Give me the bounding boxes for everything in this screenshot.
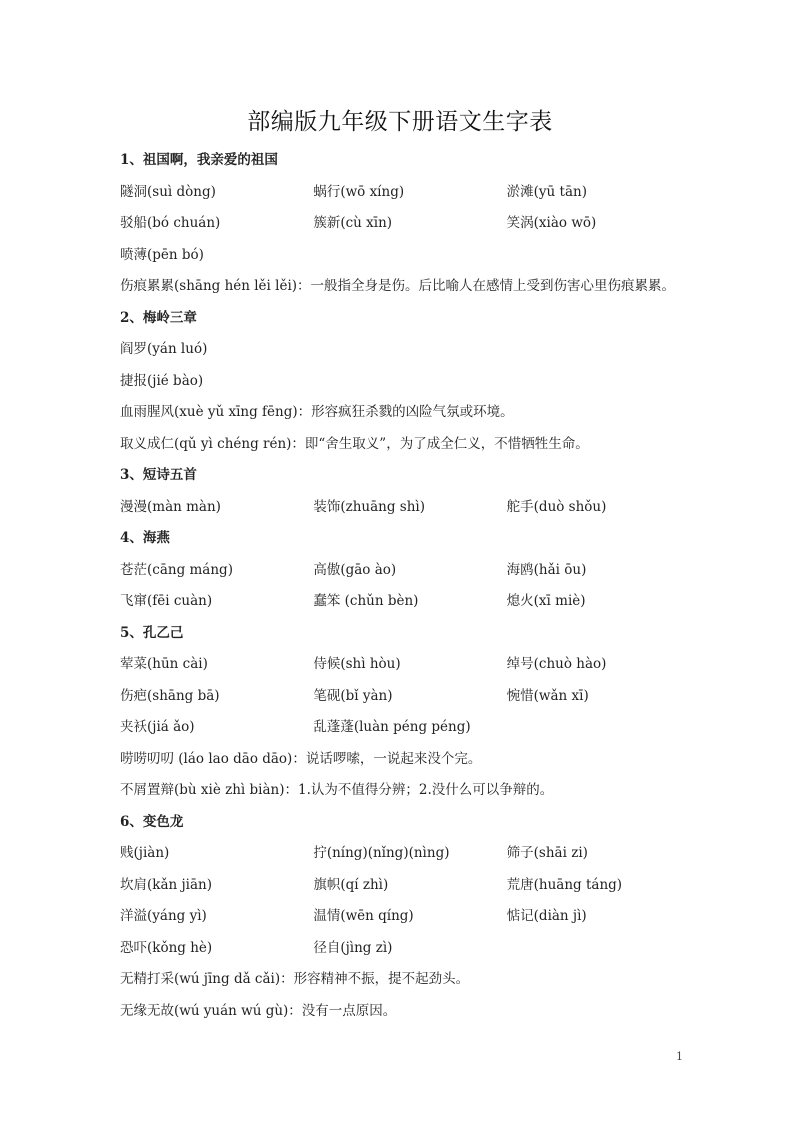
word-entry: 径自(jìng zì) xyxy=(313,939,393,956)
section-heading: 4、海燕 xyxy=(120,530,170,546)
word-entry: 乱蓬蓬(luàn péng péng) xyxy=(313,719,471,735)
word-row xyxy=(120,586,700,618)
word-entry xyxy=(313,366,506,398)
word-entry: 海鸥(hǎi ōu) xyxy=(506,561,587,578)
section-heading: 3、短诗五首 xyxy=(120,467,197,483)
idiom-definition: 取义成仁(qǔ yì chéng rén)：即“舍生取义”，为了成全仁义，不惜牺牲生命。 xyxy=(120,435,589,452)
word-entry: 侍候(shì hòu) xyxy=(313,656,401,672)
idiom-definition: 无缘无故(wú yuán wú gù)：没有一点原因。 xyxy=(120,1002,397,1019)
word-entry: 簇新(cù xīn) xyxy=(313,215,393,231)
word-entry: 隧洞(suì dòng) xyxy=(120,183,216,200)
word-entry: 恐吓(kǒng hè) xyxy=(120,939,213,956)
idiom-definition: 伤痕累累(shāng hén lěi lěi)：一般指全身是伤。后比喻人在感情上受到伤害心里伤痕累累。 xyxy=(120,278,676,294)
word-entry: 筛子(shāi zi) xyxy=(506,845,588,861)
word-entry: 拧(níng)(nǐng)(nìng) xyxy=(313,845,450,861)
word-entry: 洋溢(yáng yì) xyxy=(120,908,207,924)
word-entry: 贱(jiàn) xyxy=(120,845,170,861)
word-entry: 旗帜(qí zhì) xyxy=(313,876,389,893)
word-entry: 笑涡(xiào wō) xyxy=(506,215,597,231)
word-entry: 荒唐(huāng táng) xyxy=(506,876,623,893)
idiom-definition: 不屑置辩(bù xiè zhì biàn)：1.认为不值得分辨；2.没什么可以争辩的。 xyxy=(120,782,554,798)
word-entry: 绰号(chuò hào) xyxy=(506,656,607,672)
word-entry: 淤滩(yū tān) xyxy=(506,183,587,200)
word-entry: 喷薄(pēn bó) xyxy=(120,246,204,263)
word-entry: 熄火(xī miè) xyxy=(506,593,586,609)
word-entry xyxy=(507,933,700,965)
section-heading: 5、孔乙己 xyxy=(120,624,184,641)
word-entry: 阎罗(yán luó) xyxy=(120,341,208,357)
word-entry: 飞窜(fēi cuàn) xyxy=(120,593,213,609)
section-heading: 2、梅岭三章 xyxy=(120,309,197,326)
word-row xyxy=(120,334,700,366)
word-entry: 苍茫(cāng máng) xyxy=(120,561,233,578)
section-heading: 6、变色龙 xyxy=(120,813,184,830)
word-row xyxy=(120,870,700,902)
word-entry: 笔砚(bǐ yàn) xyxy=(313,687,393,704)
word-row xyxy=(120,649,700,681)
word-row xyxy=(120,838,700,870)
word-entry xyxy=(507,712,700,744)
word-entry: 装饰(zhuāng shì) xyxy=(313,498,425,515)
word-entry: 驳船(bó chuán) xyxy=(120,215,221,231)
vocabulary-list xyxy=(120,145,700,1027)
section-heading: 1、祖国啊，我亲爱的祖国 xyxy=(120,152,278,168)
word-entry: 坎肩(kǎn jiān) xyxy=(120,876,212,893)
word-row xyxy=(120,933,700,965)
word-entry: 伤疤(shāng bā) xyxy=(120,687,220,704)
word-row xyxy=(120,712,700,744)
word-entry: 温情(wēn qíng) xyxy=(313,908,414,924)
word-row xyxy=(120,366,700,398)
word-row xyxy=(120,555,700,587)
word-row xyxy=(120,492,700,524)
idiom-definition: 唠唠叨叨 (láo lao dāo dāo)：说话啰嗦，一说起来没个完。 xyxy=(120,750,482,767)
word-row xyxy=(120,681,700,713)
word-entry: 舵手(duò shǒu) xyxy=(506,498,607,515)
word-entry: 蠢笨 (chǔn bèn) xyxy=(313,593,419,609)
word-entry: 惋惜(wǎn xī) xyxy=(506,687,589,704)
word-entry: 漫漫(màn màn) xyxy=(120,498,221,515)
idiom-definition: 无精打采(wú jīng dǎ cǎi)：形容精神不振，提不起劲头。 xyxy=(120,971,470,987)
word-entry: 捷报(jié bào) xyxy=(120,372,204,389)
word-row xyxy=(120,240,700,272)
page-number: 1 xyxy=(676,1050,683,1063)
word-entry xyxy=(313,334,506,366)
word-entry: 荤菜(hūn cài) xyxy=(120,656,208,672)
word-entry xyxy=(507,366,700,398)
word-entry xyxy=(507,334,700,366)
word-row xyxy=(120,901,700,933)
word-row xyxy=(120,208,700,240)
word-entry: 惦记(diàn jì) xyxy=(506,908,587,924)
word-entry: 高傲(gāo ào) xyxy=(313,561,397,578)
word-entry xyxy=(313,240,506,272)
word-entry xyxy=(507,240,700,272)
word-entry: 夹袄(jiá ǎo) xyxy=(120,719,195,735)
document-title: 部编版九年级下册语文生字表 xyxy=(247,109,553,135)
word-row xyxy=(120,177,700,209)
idiom-definition: 血雨腥风(xuè yǔ xīng fēng)：形容疯狂杀戮的凶险气氛或环境。 xyxy=(120,404,514,420)
word-entry: 蜗行(wō xíng) xyxy=(313,183,405,200)
